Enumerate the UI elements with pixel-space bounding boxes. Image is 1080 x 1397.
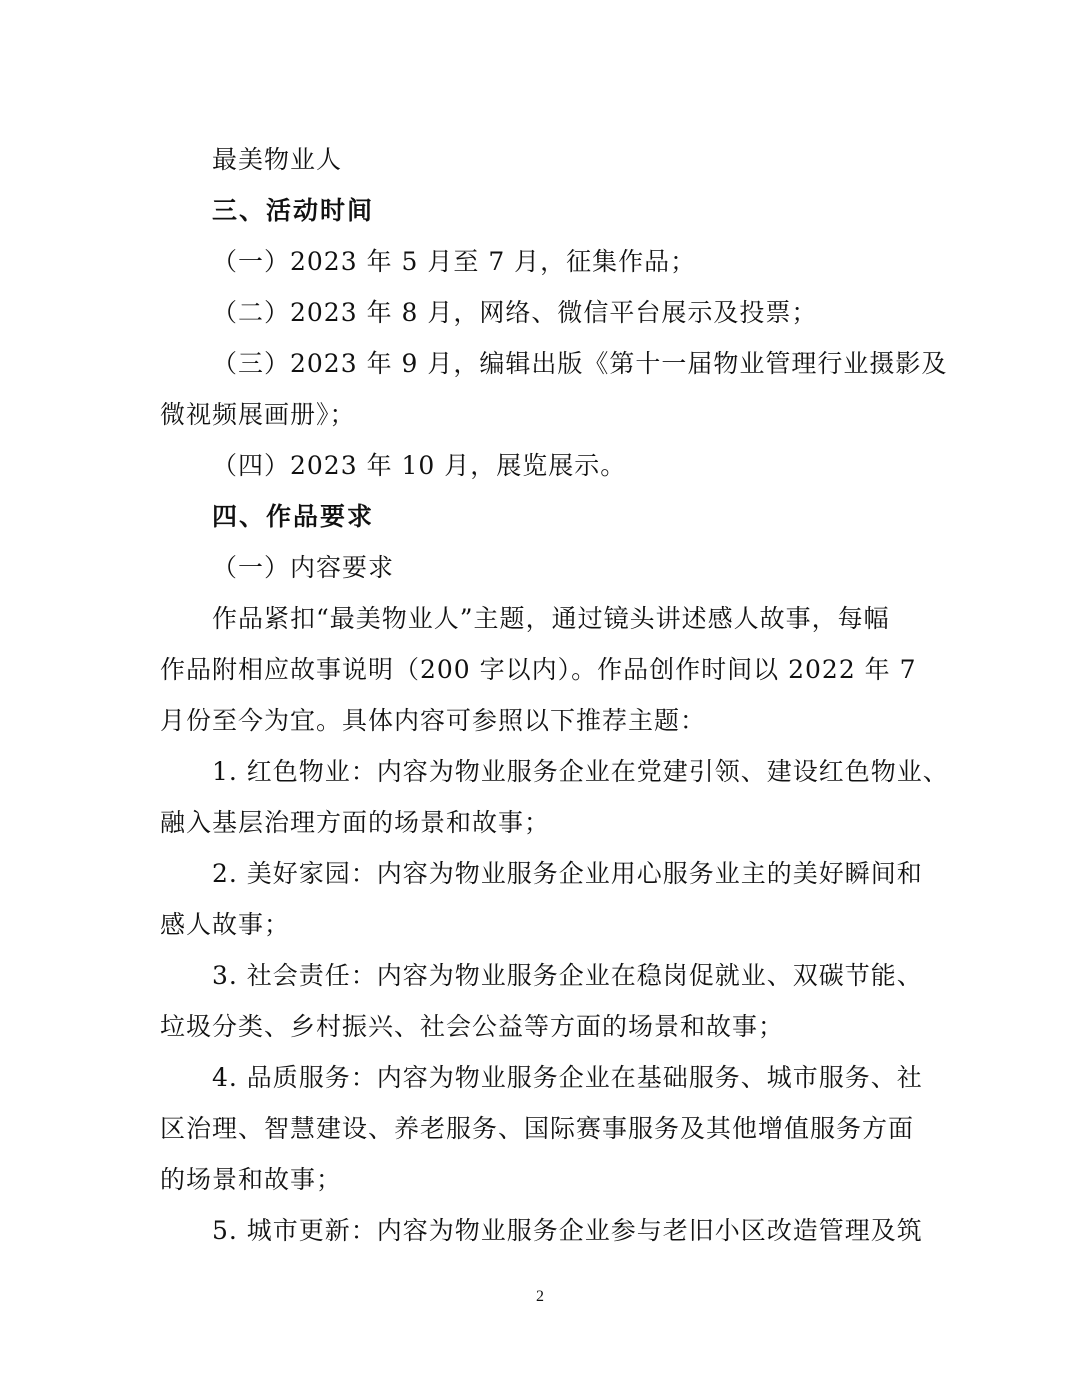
timeline-item-2: （二）2023 年 8 月，网络、微信平台展示及投票； (212, 298, 818, 327)
theme-item-2: 2. 美好家园：内容为物业服务企业用心服务业主的美好瞬间和 (212, 859, 923, 888)
theme-item-2-continued: 感人故事； (160, 910, 291, 939)
timeline-item-3: （三）2023 年 9 月，编辑出版《第十一届物业管理行业摄影及 (212, 349, 948, 378)
theme-item-4-continued: 区治理、智慧建设、养老服务、国际赛事服务及其他增值服务方面 (160, 1114, 915, 1143)
page-number: 2 (536, 1288, 544, 1305)
paragraph-line: 作品附相应故事说明（200 字以内）。作品创作时间以 2022 年 7 (160, 655, 917, 684)
theme-item-3: 3. 社会责任：内容为物业服务企业在稳岗促就业、双碳节能、 (212, 961, 923, 990)
text-line-continuation: 最美物业人 (212, 145, 343, 174)
theme-item-4-continued: 的场景和故事； (160, 1165, 343, 1194)
theme-item-1-continued: 融入基层治理方面的场景和故事； (160, 808, 551, 837)
section-heading-activity-time: 三、活动时间 (212, 196, 375, 225)
subheading-content-requirements: （一）内容要求 (212, 553, 395, 582)
theme-item-5: 5. 城市更新：内容为物业服务企业参与老旧小区改造管理及筑 (212, 1216, 923, 1245)
timeline-item-1: （一）2023 年 5 月至 7 月，征集作品； (212, 247, 697, 276)
timeline-item-3-continued: 微视频展画册》； (160, 400, 356, 429)
theme-item-4: 4. 品质服务：内容为物业服务企业在基础服务、城市服务、社 (212, 1063, 923, 1092)
paragraph-line: 月份至今为宜。具体内容可参照以下推荐主题： (160, 706, 707, 735)
section-heading-work-requirements: 四、作品要求 (212, 502, 375, 531)
theme-item-3-continued: 垃圾分类、乡村振兴、社会公益等方面的场景和故事； (160, 1012, 785, 1041)
timeline-item-4: （四）2023 年 10 月，展览展示。 (212, 451, 627, 480)
theme-item-1: 1. 红色物业：内容为物业服务企业在党建引领、建设红色物业、 (212, 757, 949, 786)
paragraph-line: 作品紧扣“最美物业人”主题，通过镜头讲述感人故事，每幅 (212, 604, 890, 633)
